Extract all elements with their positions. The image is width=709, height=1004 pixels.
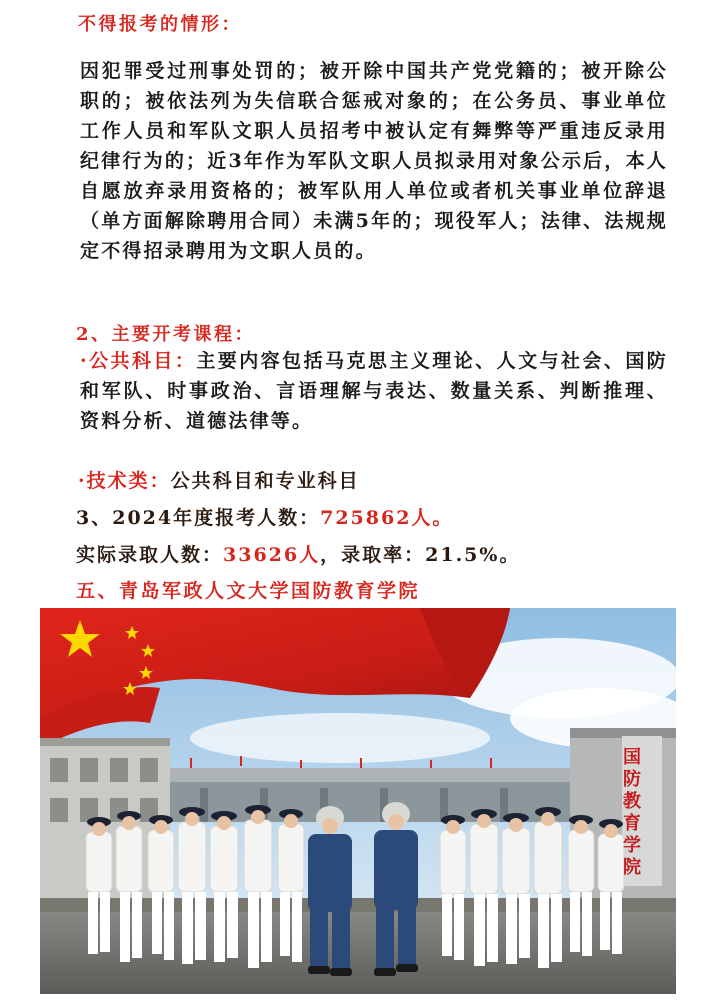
disqualify-heading: 不得报考的情形： <box>78 14 242 35</box>
tech-subjects-body: 公共科目和专业科目 <box>170 470 360 492</box>
public-subjects-paragraph <box>80 346 668 436</box>
disqualify-body: 因犯罪受过刑事处罚的；被开除中国共产党党籍的；被开除公职的；被依法列为失信联合惩戒对象的；在公务员、事业单位工作人员和军队文职人员招考中被认定有舞弊等严重违反录用纪律行为的；近3年作为军队文职人员拟录用对象公示后，本人自愿放弃录用资格的；被军队用人单位或者机关事业单位辞退（单方面解除聘用合同）未满5年的；现役军人；法律、法规规定不得招录聘用为文职人员的。 <box>80 60 668 262</box>
admitted-line <box>76 540 520 567</box>
applicants-line <box>76 503 453 530</box>
public-subjects-body: 主要内容包括马克思主义理论、人文与社会、国防和军队、时事政治、言语理解与表达、数量关系、判断推理、资料分析、道德法律等。 <box>80 350 668 432</box>
applicants-value: 725862人。 <box>320 507 454 529</box>
admission-rate: ，录取率：21.5%。 <box>320 544 521 566</box>
admitted-value: 33626人 <box>223 544 321 566</box>
admitted-label: 实际录取人数： <box>76 544 224 566</box>
gate-sign-text: 国防教育学院 <box>620 747 641 879</box>
gate-sign <box>600 738 660 888</box>
tech-subjects-label: ·技术类： <box>78 470 171 492</box>
public-subjects-label: ·公共科目： <box>80 350 197 372</box>
tech-subjects-line <box>78 466 360 493</box>
applicants-label: 3、2024年度报考人数： <box>76 507 321 529</box>
disqualify-paragraph <box>80 56 668 266</box>
courses-heading <box>76 320 255 346</box>
parade-photo <box>40 608 676 994</box>
section-five-heading: 五、青岛军政人文大学国防教育学院 <box>76 580 421 602</box>
courses-title: 2、主要开考课程： <box>76 324 256 345</box>
